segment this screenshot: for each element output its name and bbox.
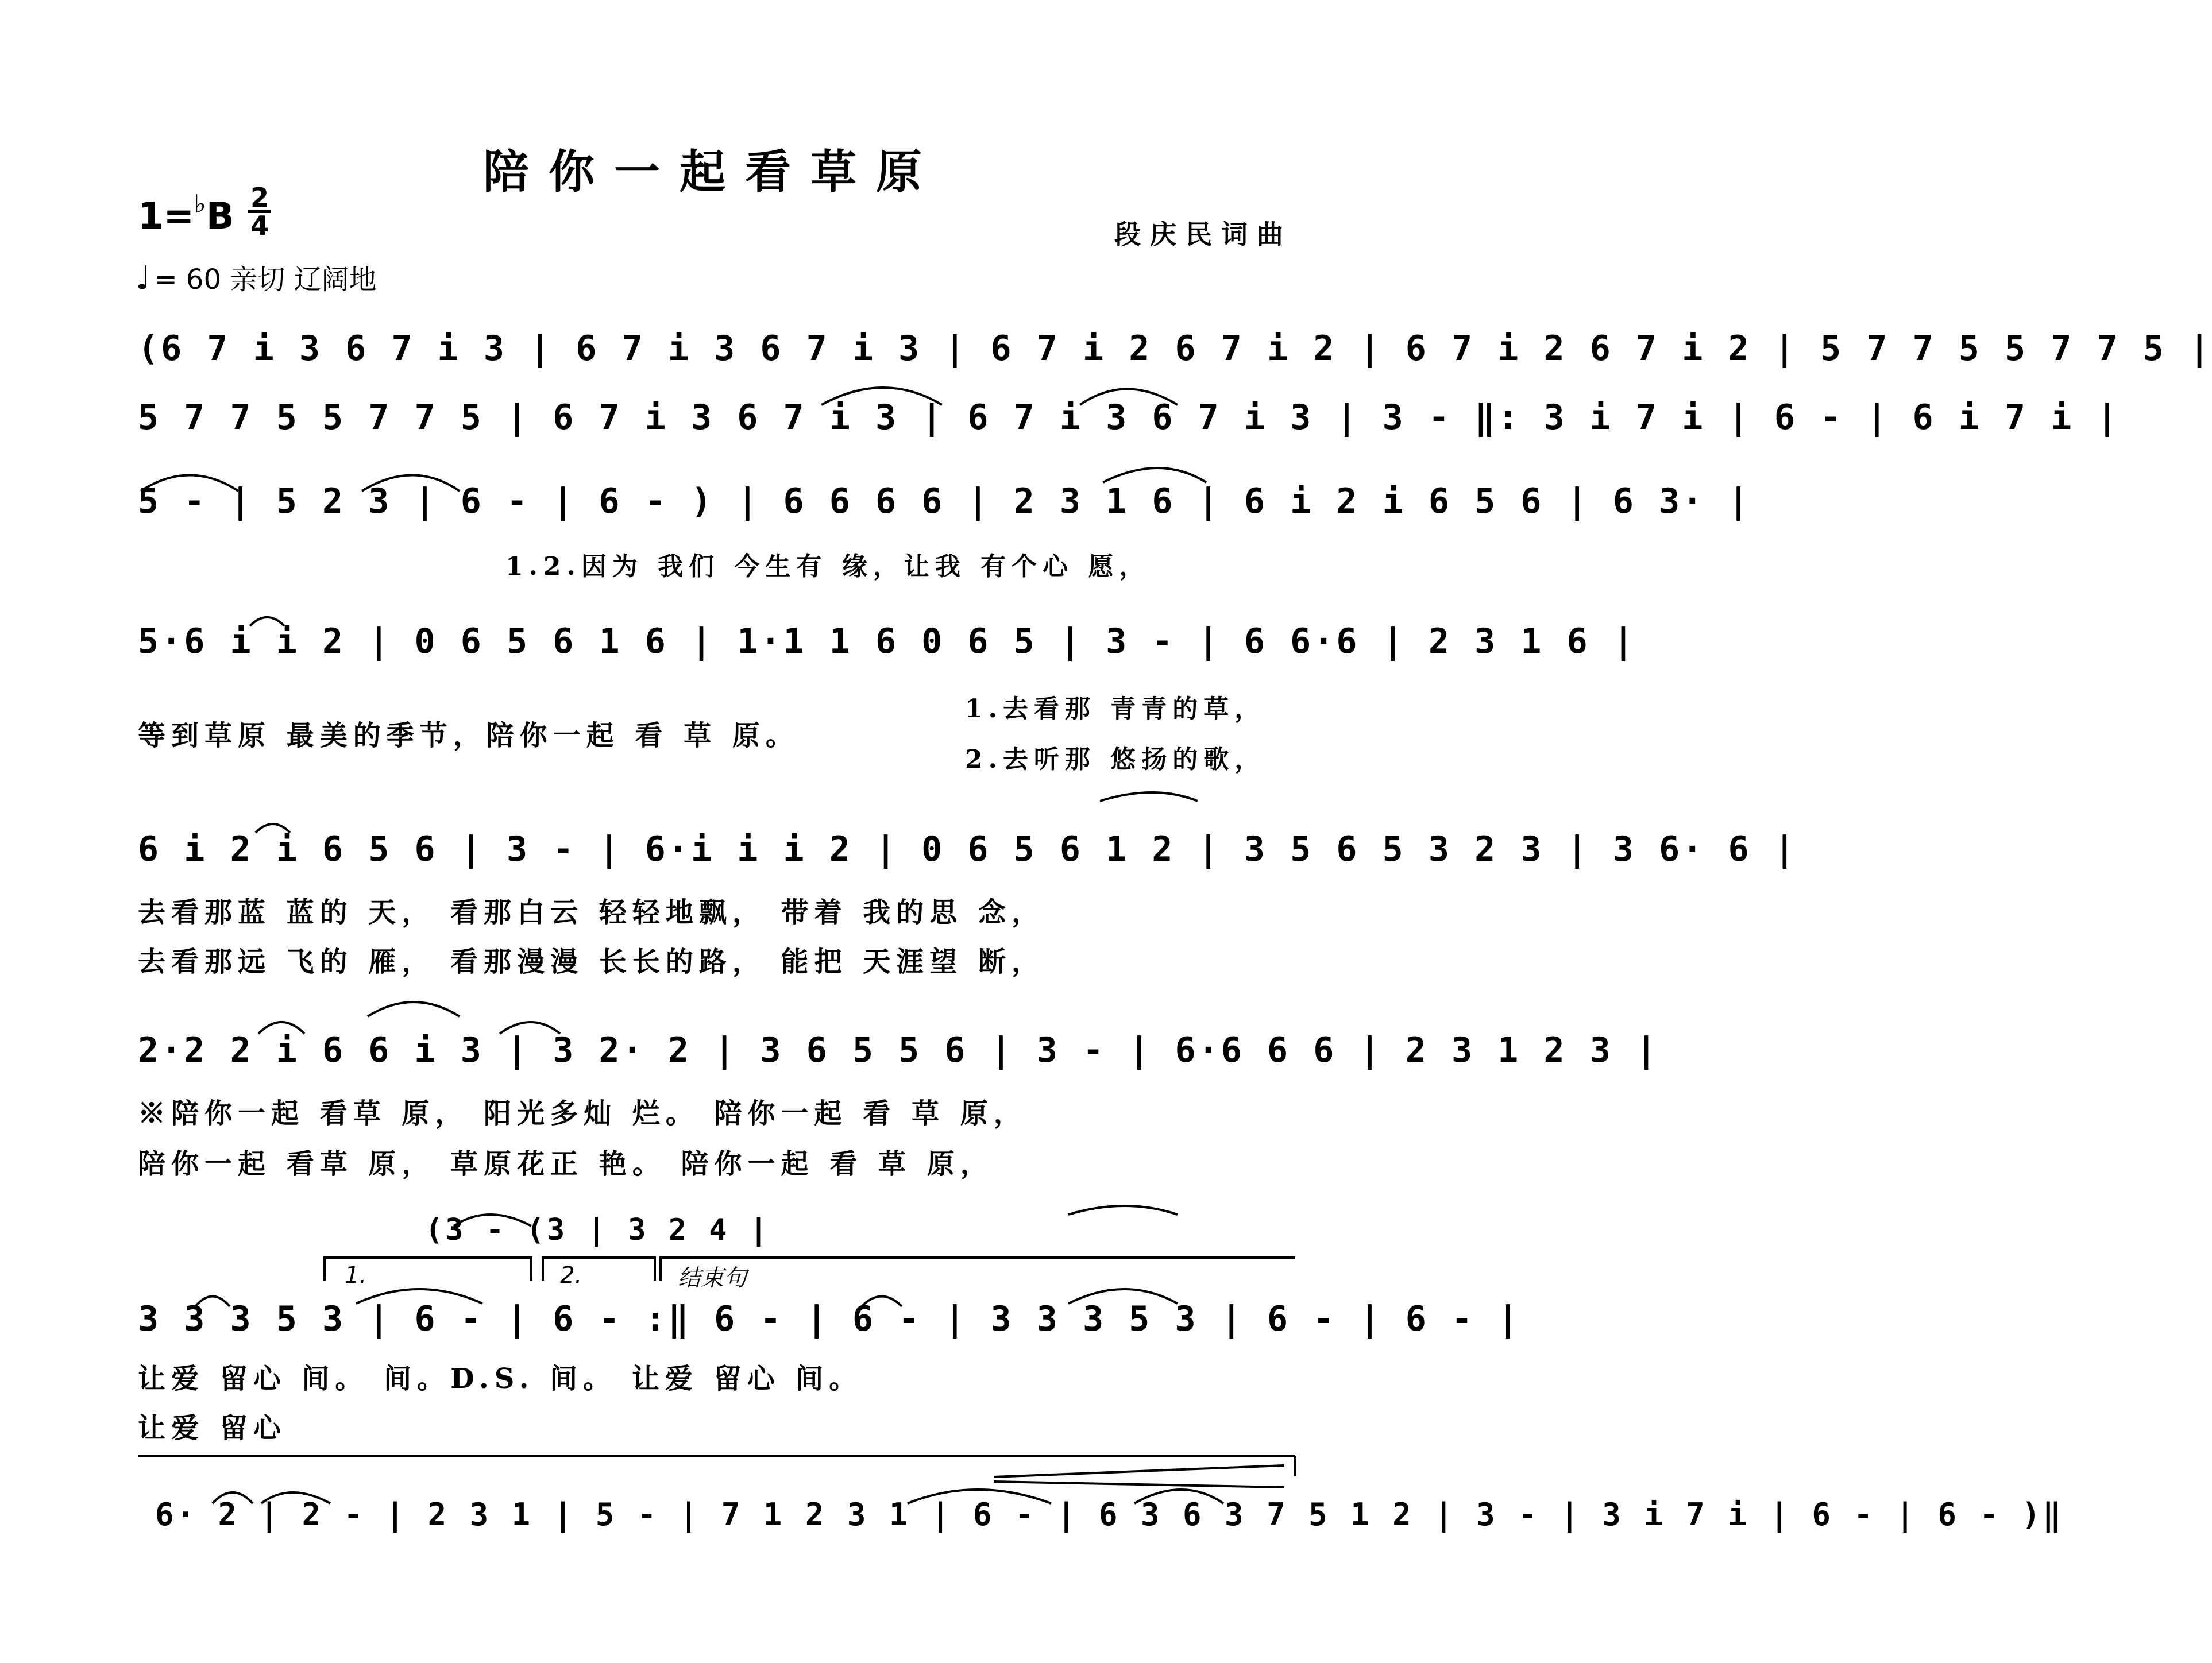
- score-line-5: 6 i 2 i 6 5 6 | 3 - | 6·i i i 2 | 0 6 5 6 1 2 | 3 5 6 5 3 2 3 | 3 6· 6 |: [138, 829, 1797, 869]
- lyric-line-6-verse1: ※陪你一起 看草 原， 阳光多灿 烂。 陪你一起 看 草 原，: [138, 1097, 1027, 1130]
- volta-second: 2.: [560, 1262, 582, 1289]
- slur: [250, 617, 284, 626]
- meter-bottom: 4: [250, 210, 269, 241]
- score-line-3: 5 - | 5 2 3 | 6 - | 6 - ) | 6 6 6 6 | 2 3 1 6 | 6 i 2 i 6 5 6 | 6 3· |: [138, 481, 1751, 521]
- slur: [195, 1297, 230, 1307]
- slur: [500, 1022, 560, 1034]
- crescendo-line: [994, 1465, 1284, 1477]
- key-note: B: [206, 195, 234, 238]
- volta-bracket-second: [543, 1258, 655, 1281]
- tempo-text: = 60 亲切 辽阔地: [154, 264, 377, 296]
- volta-first: 1.: [345, 1262, 367, 1289]
- slur: [261, 1492, 330, 1503]
- key-prefix: 1=: [138, 195, 195, 238]
- score-line-1: (6 7 i 3 6 7 i 3 | 6 7 i 3 6 7 i 3 | 6 7 i 2 6 7 i 2 | 6 7 i 2 6 7 i 2 | 5 7 7 5 5 7 7 5 |: [138, 328, 2212, 369]
- slur: [1134, 1490, 1223, 1503]
- slur: [256, 824, 290, 833]
- lyric-line-3: 1.2.因为 我们 今生有 缘，让我 有个心 愿，: [505, 552, 1151, 581]
- song-title: 陪你一起看草原: [483, 145, 941, 199]
- slur: [258, 1022, 304, 1034]
- lyric-line-5-verse2: 去看那远 飞的 雁， 看那漫漫 长长的路， 能把 天涯望 断，: [138, 946, 1045, 978]
- score-line-4: 5·6 i i 2 | 0 6 5 6 1 6 | 1·1 1 6 0 6 5 | 3 - | 6 6·6 | 2 3 1 6 |: [138, 621, 1636, 662]
- slur: [908, 1490, 1051, 1503]
- meter-top: 2: [250, 182, 269, 213]
- crescendo-line: [994, 1482, 1284, 1487]
- score-line-2: 5 7 7 5 5 7 7 5 | 6 7 i 3 6 7 i 3 | 6 7 i 3 6 7 i 3 | 3 - ‖: 3 i 7 i | 6 - | 6 i 7 i |: [138, 397, 2120, 438]
- slur: [821, 388, 942, 405]
- flat-sign: ♭: [194, 189, 206, 219]
- slur: [1068, 1206, 1178, 1215]
- slur: [213, 1492, 253, 1503]
- score-line-8: 6· 2 | 2 - | 2 3 1 | 5 - | 7 1 2 3 1 | 6 - | 6 3 6 3 7 5 1 2 | 3 - | 3 i 7 i | 6 - | 6 - )‖: [155, 1496, 2064, 1533]
- slur: [862, 1297, 902, 1307]
- composer-credit: 段庆民词曲: [1114, 219, 1292, 250]
- slur: [368, 1002, 460, 1016]
- slur: [141, 475, 238, 492]
- lyric-line-5-verse1: 去看那蓝 蓝的 天， 看那白云 轻轻地飘， 带着 我的思 念，: [138, 896, 1045, 929]
- slur: [356, 1289, 482, 1304]
- volta-bracket-first: [325, 1258, 531, 1281]
- slur: [362, 475, 460, 492]
- score-line-6: 2·2 2 i 6 6 i 3 | 3 2· 2 | 3 6 5 5 6 | 3 - | 6·6 6 6 | 2 3 1 2 3 |: [138, 1030, 1659, 1070]
- score-line-7: 3 3 3 5 3 | 6 - | 6 - :‖ 6 - | 6 - | 3 3 3 5 3 | 6 - | 6 - |: [138, 1299, 1521, 1339]
- lyric-line-6-verse2: 陪你一起 看草 原， 草原花正 艳。 陪你一起 看 草 原，: [138, 1148, 994, 1180]
- lyric-line-7-verse2: 让爱 留心: [138, 1412, 287, 1444]
- volta-bracket-ending: [661, 1258, 1295, 1281]
- volta-ending: 结束句: [678, 1265, 747, 1291]
- score-line-7-upper: (3 - (3 | 3 2 4 |: [425, 1213, 770, 1247]
- slur: [1103, 468, 1206, 482]
- slur: [1080, 389, 1178, 405]
- lyric-line-7-verse1: 让爱 留心 间。 间。D.S. 间。 让爱 留心 间。: [138, 1363, 863, 1395]
- lyric-verse1-start: 1.去看那 青青的草，: [965, 694, 1266, 724]
- slur: [454, 1215, 531, 1226]
- slur: [1100, 792, 1198, 801]
- lyric-line-4: 等到草原 最美的季节，陪你一起 看 草 原。: [138, 720, 799, 752]
- lyric-verse2-start: 2.去听那 悠扬的歌，: [965, 745, 1266, 774]
- slur: [1068, 1289, 1178, 1304]
- quarter-note-icon: ♩: [136, 260, 151, 297]
